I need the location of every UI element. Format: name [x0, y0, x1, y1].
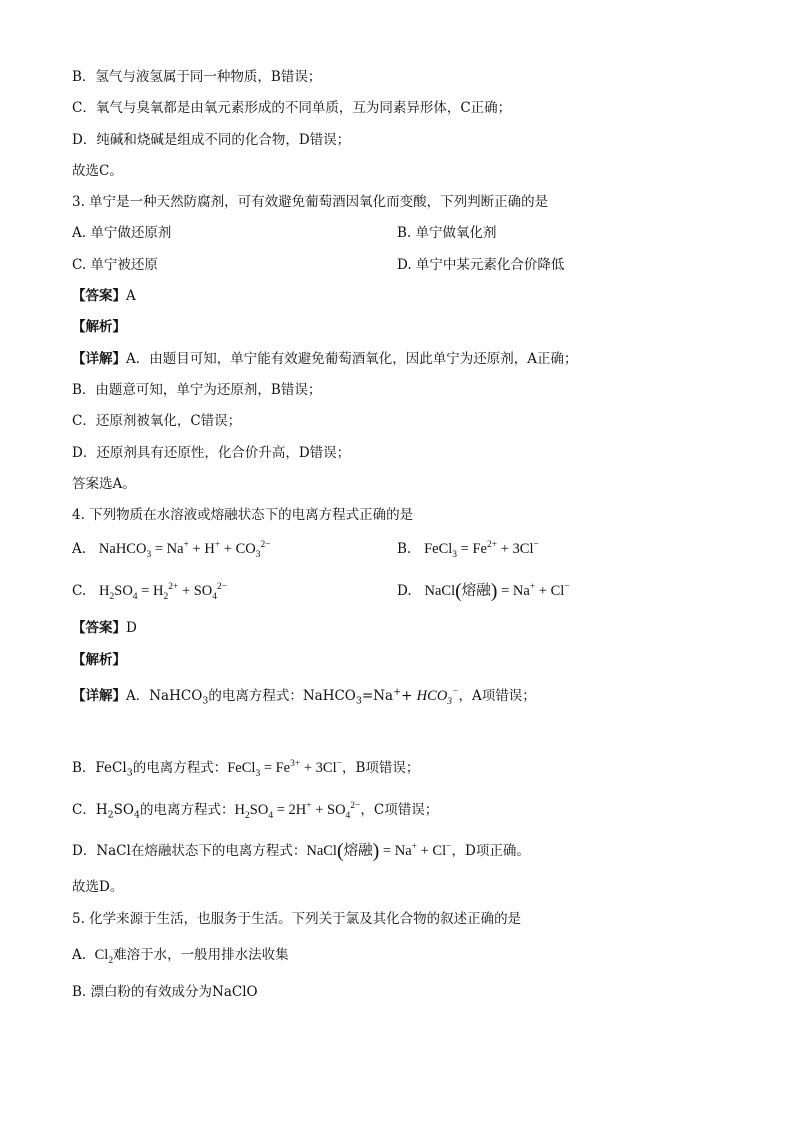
- q3-analysis-tag: 【解析】: [72, 319, 126, 335]
- answer-tag: 【答案】: [72, 620, 126, 636]
- q4-detail-b: B．FeCl$_3$的电离方程式：FeCl$_3$ = $Fe^{3+} + 3Cl^-$，B项错误；: [72, 759, 420, 779]
- cl2-formula: $Cl_2$: [94, 947, 114, 966]
- q3-detail: [72, 349, 578, 369]
- equation: FeCl$_3$ = $Fe^{2+} + 3Cl^-$: [424, 540, 539, 560]
- answer-value: A: [126, 288, 136, 304]
- q4-option-d: [397, 580, 570, 602]
- detail-text: B．FeCl: [72, 760, 127, 776]
- text-line: B．氢气与液氢属于同一种物质，B错误；: [72, 69, 322, 85]
- equation: $H_2SO_4 = 2H^+ + SO_4^{2-}$: [234, 801, 361, 821]
- equation: NaCl(熔融) = Na+ + Cl−: [424, 580, 570, 602]
- text-line: 故选C。: [72, 163, 123, 179]
- detail-tag: 【详解】: [72, 351, 126, 367]
- detail-text: A．由题目可知，单宁能有效避免葡萄酒氧化，因此单宁为还原剂，A正确；: [126, 351, 578, 367]
- q3-option-a: A. 单宁做还原剂: [72, 225, 172, 241]
- melt-label: 熔融: [343, 843, 373, 859]
- detail-text: D．NaCl在熔融状态下的电离方程式：: [72, 843, 307, 859]
- detail-text: ，D项正确。: [451, 843, 530, 859]
- q3-answer: [72, 286, 136, 306]
- detail-text: C．H: [72, 802, 108, 818]
- detail-text: ，C项错误；: [360, 802, 439, 818]
- option-label: C.: [72, 583, 87, 599]
- detail-tag: 【详解】: [72, 688, 126, 704]
- q5-option-a: [72, 944, 289, 966]
- q4-detail-d: [72, 841, 530, 861]
- equation: NaCl(熔融) = Na+ + Cl−: [306, 840, 452, 862]
- detail-text: 的电离方程式：: [140, 802, 235, 818]
- q4-conclusion: 故选D。: [72, 879, 124, 895]
- equation: $H_2SO_4 = H_2^{2+} + SO_4^{2-}$: [99, 582, 228, 602]
- q3-conclusion: 答案选A。: [72, 476, 136, 492]
- hco3-formula: $HCO_3^-$: [416, 687, 459, 707]
- q4-analysis-tag: 【解析】: [72, 652, 126, 668]
- q4-option-b: [397, 538, 539, 560]
- q4-answer: [72, 618, 137, 638]
- text-line: D．纯碱和烧碱是组成不同的化合物，D错误；: [72, 132, 351, 148]
- detail-text: =Na: [361, 688, 394, 704]
- equation: FeCl$_3$ = $Fe^{3+} + 3Cl^-$: [227, 759, 342, 779]
- detail-text: 的电离方程式：NaHCO: [208, 688, 356, 704]
- q3-option-d: D. 单宁中某元素化合价降低: [397, 257, 565, 273]
- answer-value: D: [126, 620, 137, 636]
- option-text: 难溶于水，一般用排水法收集: [113, 947, 289, 963]
- text-line: C．氧气与臭氧都是由氧元素形成的不同单质，互为同素异形体，C正确；: [72, 100, 512, 116]
- question-5-stem: 5. 化学来源于生活，也服务于生活。下列关于氯及其化合物的叙述正确的是: [72, 911, 522, 927]
- q4-detail-a: 【详解】A．NaHCO$_3$的电离方程式：NaHCO$_3$=Na++ $HCO_3^-$，A项错误；: [72, 686, 536, 707]
- q4-option-c: [72, 580, 227, 602]
- equation: NaHCO$_3$ = $Na^+ + H^+ + CO_3^{2-}$: [98, 540, 271, 560]
- melt-label: 熔融: [461, 583, 491, 599]
- option-label: A.: [72, 947, 87, 963]
- option-label: B.: [397, 541, 412, 557]
- question-4-stem: 4. 下列物质在水溶液或熔融状态下的电离方程式正确的是: [72, 507, 414, 523]
- q3-detail-d: D．还原剂具有还原性，化合价升高，D错误；: [72, 445, 351, 461]
- q3-option-b: B. 单宁做氧化剂: [397, 225, 497, 241]
- q4-detail-c: C．$H_2SO_4$的电离方程式：$H_2SO_4 = 2H^+ + SO_4^{2-}$，C项错误；: [72, 801, 439, 821]
- answer-tag: 【答案】: [72, 288, 126, 304]
- q5-option-b: B. 漂白粉的有效成分为NaClO: [72, 984, 258, 1000]
- question-3-stem: 3. 单宁是一种天然防腐剂，可有效避免葡萄酒因氧化而变酸，下列判断正确的是: [72, 194, 549, 210]
- detail-text: ，A项错误；: [458, 688, 536, 704]
- q3-detail-b: B．由题意可知，单宁为还原剂，B错误；: [72, 382, 322, 398]
- q4-option-a: [72, 538, 271, 560]
- option-label: A.: [72, 541, 87, 557]
- q3-detail-c: C．还原剂被氧化，C错误；: [72, 413, 242, 429]
- option-label: D.: [397, 583, 412, 599]
- detail-text: ，B项错误；: [341, 760, 420, 776]
- q3-option-c: C. 单宁被还原: [72, 257, 158, 273]
- detail-text: A．NaHCO: [126, 688, 203, 704]
- detail-text: 的电离方程式：: [132, 760, 228, 776]
